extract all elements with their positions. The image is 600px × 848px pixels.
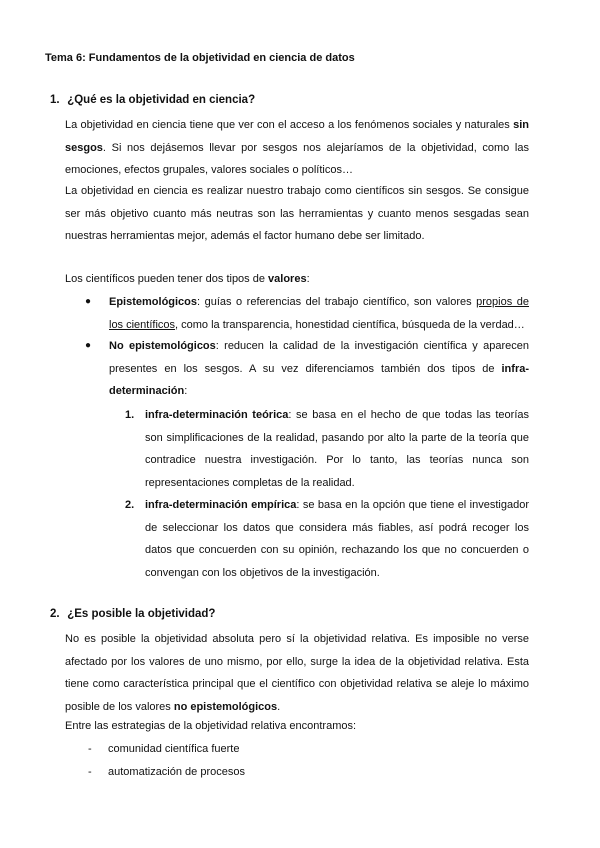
bold-run: infra-determinación [109, 362, 529, 397]
text-run: . Si nos dejásemos llevar por sesgos nos alejaríamos de la objetividad, como las emociones, efectos grupales, valores sociales o políticos… [65, 141, 529, 176]
dash-marker: - [88, 766, 92, 778]
dash-marker: - [88, 743, 92, 755]
bullet-marker: ● [85, 340, 92, 351]
document-title: Tema 6: Fundamentos de la objetividad en ciencia de datos [45, 52, 355, 64]
text-run: , como la transparencia, honestidad científica, búsqueda de la verdad… [175, 318, 525, 331]
bold-run: no epistemológicos [173, 700, 278, 713]
section-2-number: 2. [50, 608, 60, 620]
text-run: : [306, 273, 310, 285]
bold-run: valores [268, 273, 307, 285]
text-run: : se basa en el hecho de que todas las teorías son simplificaciones de la realidad, pasando por alto la parte de la teoría que contradice nuestra investigación. Por lo tanto, las teorías nunca son representaciones completas de la realidad. [145, 409, 529, 489]
list-item-text: comunidad científica fuerte [108, 743, 240, 755]
text-run: La objetividad en ciencia tiene que ver con el acceso a los fenómenos sociales y naturales [65, 119, 514, 131]
bullet-epistemologicos [85, 291, 529, 336]
section-1-number: 1. [50, 94, 60, 106]
section-1-title: ¿Qué es la objetividad en ciencia? [67, 94, 256, 106]
section-1-paragraph-1 [65, 114, 529, 182]
bullet-marker: ● [85, 296, 92, 307]
section-2-heading [50, 608, 215, 620]
text-run: . [277, 700, 281, 713]
text-run: : se basa en la opción que tiene el investigador de seleccionar los datos que considera más fiables, así podrá recoger los datos que concuerden con su opinión, rechazando los que no concuerden o convengan con los objetivos de la investigación. [145, 499, 529, 579]
subitem-number: 1. [125, 409, 135, 421]
text-run: : [184, 385, 188, 397]
section-1-paragraph-2: La objetividad en ciencia es realizar nuestro trabajo como científicos sin sesgos. Se consigue ser más objetivo cuanto más neutras son las herramientas y cuanto menos sesgadas sean nuestras herramientas mejor, además el factor humano debe ser limitado. [65, 185, 529, 242]
text-run: : guías o referencias del trabajo científico, son valores [197, 296, 477, 308]
section-2-paragraph-1 [65, 628, 529, 718]
list-item [88, 761, 245, 784]
subitem-teorica [125, 404, 529, 494]
section-2-title: ¿Es posible la objetividad? [67, 608, 216, 620]
bold-run: Epistemológicos [109, 296, 198, 308]
list-item-text: automatización de procesos [108, 766, 245, 778]
section-1-heading [50, 94, 255, 106]
subitem-empirica [125, 494, 529, 584]
section-2-paragraph-2: Entre las estrategias de la objetividad relativa encontramos: [65, 720, 357, 732]
bold-run: infra-determinación teórica [145, 409, 289, 421]
bold-run: infra-determinación empírica [145, 499, 297, 511]
list-item [88, 738, 239, 761]
section-1-paragraph-3 [65, 268, 529, 291]
text-run: No es posible la objetividad absoluta pero sí la objetividad relativa. Es imposible no verse afectado por los valores de uno mismo, por ello, surge la idea de la objetividad relativa. Esta tiene como característica principal que el científico con objetividad relativa se aleje lo máximo posible de los valores [65, 633, 529, 713]
text-run: : reducen la calidad de la investigación científica y aparecen presentes en los sesgos. A su vez diferenciamos también dos tipos de [109, 340, 529, 375]
underlined-run: propios de los científicos [109, 296, 529, 331]
bold-run: No epistemológicos [109, 340, 216, 352]
bold-run: sin sesgos [65, 119, 529, 154]
bullet-no-epistemologicos [85, 335, 529, 403]
subitem-number: 2. [125, 499, 135, 511]
text-run: Los científicos pueden tener dos tipos de [65, 273, 269, 285]
